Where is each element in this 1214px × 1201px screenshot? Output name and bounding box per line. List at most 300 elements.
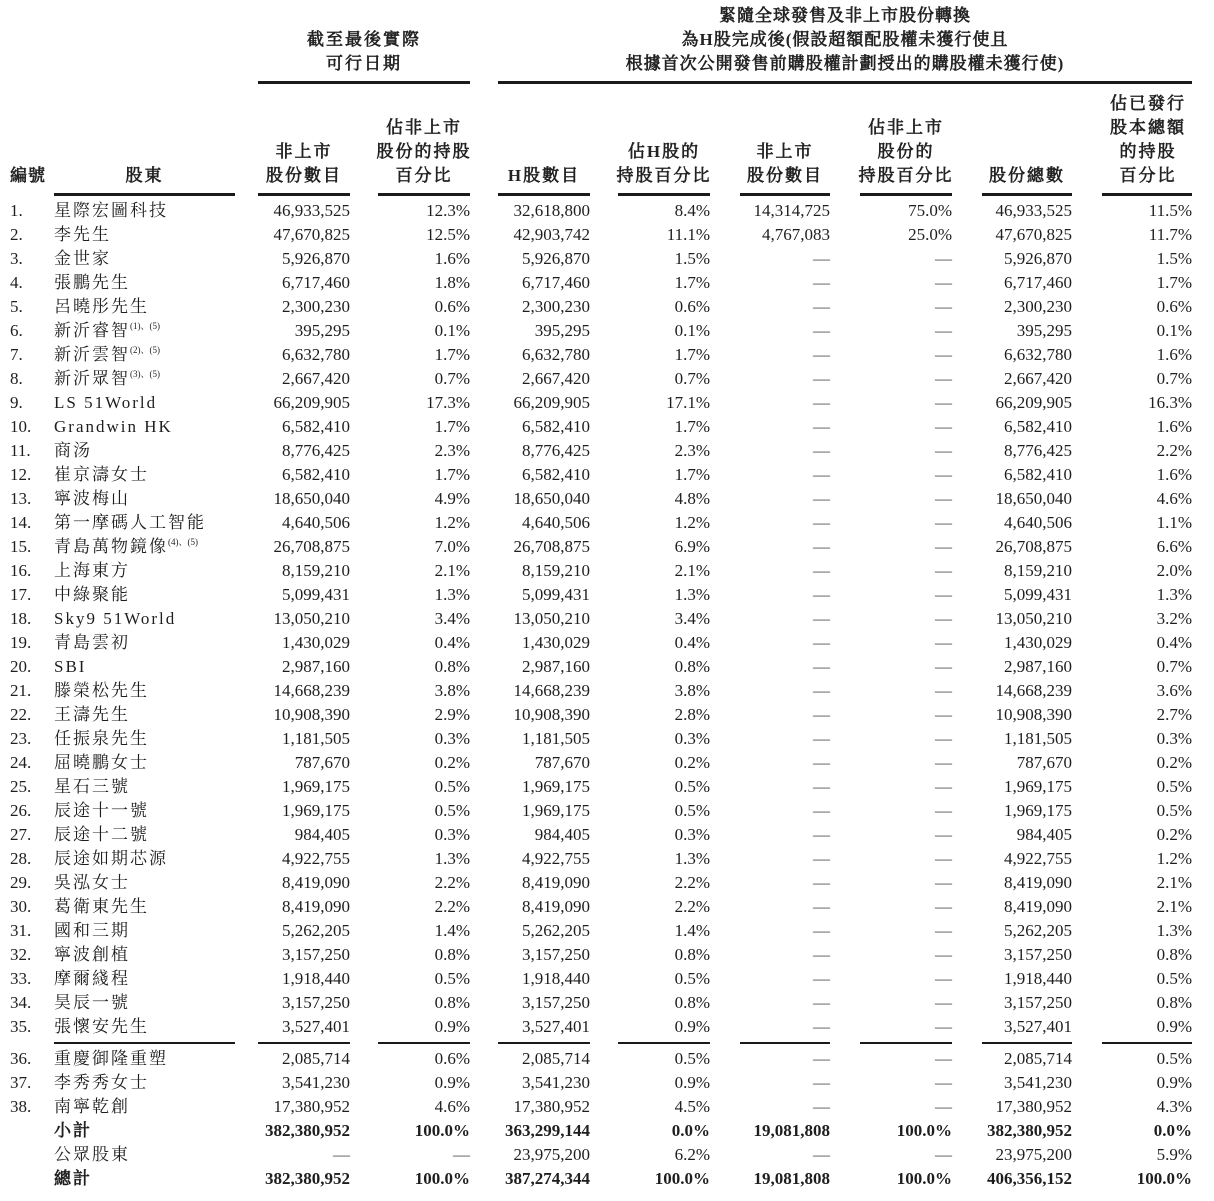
column-header-total-pct: 佔已發行 股本總額 的持股 百分比 [1110,94,1186,185]
cell-total-shares: 47,670,825 [995,225,1072,244]
cell-total-shares: 6,582,410 [1004,465,1072,484]
cell-h-pct: 0.9% [674,1073,710,1092]
table-row [0,871,1214,895]
cell-total-shares: 2,300,230 [1004,297,1072,316]
shareholder-name-text: 金世家 [54,249,111,268]
cell-h-pct: 6.2% [674,1145,710,1164]
cell-total-pct: 100.0% [1136,1169,1192,1188]
cell-unlisted-pct: 17.3% [426,393,470,412]
shareholder-name-text: 屈曉鵬女士 [54,753,149,772]
cell-post-unlisted-shares: — [813,273,830,292]
header-rule-c4 [618,193,710,196]
cell-unlisted-shares: 1,181,505 [282,729,350,748]
cell-post-unlisted-shares: — [813,465,830,484]
cell-h-shares: 3,157,250 [522,993,590,1012]
total-row [0,1167,1214,1191]
row-index: 38. [10,1097,32,1116]
cell-unlisted-shares: 13,050,210 [273,609,350,628]
cell-h-shares: 6,717,460 [522,273,590,292]
total-row [0,1143,1214,1167]
cell-total-shares: 1,430,029 [1004,633,1072,652]
cell-post-unlisted-pct: — [935,969,952,988]
cell-total-shares: 14,668,239 [995,681,1072,700]
cell-h-pct: 0.5% [674,801,710,820]
cell-h-shares: 6,632,780 [522,345,590,364]
table-row [0,319,1214,343]
cell-post-unlisted-shares: 19,081,808 [753,1121,830,1140]
cell-unlisted-pct: 2.2% [434,873,470,892]
cell-h-pct: 8.4% [674,201,710,220]
shareholder-name [54,799,254,823]
shareholder-name [54,1015,254,1039]
cell-unlisted-shares: 395,295 [294,321,350,340]
shareholder-name [54,295,254,319]
shareholder-name-text: 葛衛東先生 [54,897,149,916]
cell-h-pct: 0.7% [674,369,710,388]
table-row [0,847,1214,871]
cell-unlisted-pct: 0.5% [434,777,470,796]
cell-post-unlisted-shares: — [813,417,830,436]
cell-total-pct: 4.6% [1156,489,1192,508]
cell-post-unlisted-pct: — [935,753,952,772]
table-row [0,247,1214,271]
cell-total-shares: 2,987,160 [1004,657,1072,676]
shareholder-name [54,559,254,583]
cell-total-shares: 2,667,420 [1004,369,1072,388]
cell-total-shares: 3,157,250 [1004,993,1072,1012]
cell-post-unlisted-pct: — [935,537,952,556]
cell-total-shares: 1,918,440 [1004,969,1072,988]
cell-unlisted-shares: 6,717,460 [282,273,350,292]
group-header-post-offering: 緊隨全球發售及非上市股份轉換 為H股完成後(假設超額配股權未獲行使且 根據首次公開發售前購股權計劃授出的購股權未獲行使) [625,6,1065,73]
cell-post-unlisted-pct: — [935,657,952,676]
shareholder-name [54,967,254,991]
cell-h-shares: 395,295 [534,321,590,340]
row-index: 8. [10,369,23,388]
table-row [0,727,1214,751]
cell-total-shares: 8,159,210 [1004,561,1072,580]
shareholder-name [54,367,254,391]
cell-unlisted-pct: 4.6% [434,1097,470,1116]
cell-unlisted-shares: 5,926,870 [282,249,350,268]
cell-unlisted-shares: 6,632,780 [282,345,350,364]
cell-post-unlisted-shares: — [813,897,830,916]
cell-post-unlisted-pct: — [935,1097,952,1116]
cell-unlisted-shares: 26,708,875 [273,537,350,556]
cell-h-pct: 0.8% [674,657,710,676]
shareholder-name-text: 吳泓女士 [54,873,130,892]
table-row [0,1015,1214,1039]
cell-h-pct: 0.5% [674,777,710,796]
table-row [0,775,1214,799]
cell-post-unlisted-shares: — [813,249,830,268]
shareholder-name [54,1119,254,1143]
cell-post-unlisted-shares: 14,314,725 [753,201,830,220]
header-rule-c1 [258,193,350,196]
cell-unlisted-shares: 6,582,410 [282,417,350,436]
cell-unlisted-shares: 4,922,755 [282,849,350,868]
row-index: 3. [10,249,23,268]
cell-total-pct: 2.1% [1156,873,1192,892]
cell-post-unlisted-pct: — [935,249,952,268]
cell-total-pct: 0.9% [1156,1017,1192,1036]
cell-unlisted-shares: 3,157,250 [282,945,350,964]
cell-unlisted-shares: 47,670,825 [273,225,350,244]
cell-post-unlisted-pct: 100.0% [896,1121,952,1140]
cell-post-unlisted-shares: 4,767,083 [762,225,830,244]
shareholder-name-text: 上海東方 [54,561,130,580]
row-index: 19. [10,633,32,652]
shareholder-name-text: 中綠聚能 [54,585,130,604]
table-row [0,919,1214,943]
cell-h-pct: 1.7% [674,417,710,436]
cell-post-unlisted-shares: — [813,1145,830,1164]
shareholder-name-text: 新沂睿智 [54,321,130,340]
cell-h-shares: 2,667,420 [522,369,590,388]
cell-post-unlisted-pct: — [935,297,952,316]
cell-post-unlisted-pct: — [935,801,952,820]
cell-post-unlisted-pct: — [935,585,952,604]
row-index: 4. [10,273,23,292]
table-row [0,439,1214,463]
cell-unlisted-shares: 3,157,250 [282,993,350,1012]
cell-h-shares: 13,050,210 [513,609,590,628]
shareholder-name [54,631,254,655]
cell-total-pct: 4.3% [1156,1097,1192,1116]
shareholder-name-text: 星際宏圖科技 [54,201,168,220]
cell-h-shares: 17,380,952 [513,1097,590,1116]
table-row [0,943,1214,967]
cell-unlisted-pct: 0.8% [434,945,470,964]
cell-unlisted-shares: 984,405 [294,825,350,844]
cell-h-pct: 1.3% [674,849,710,868]
table-row [0,799,1214,823]
shareholder-name [54,895,254,919]
cell-h-pct: 1.3% [674,585,710,604]
row-index: 31. [10,921,32,940]
cell-total-pct: 2.1% [1156,897,1192,916]
cell-unlisted-pct: 2.9% [434,705,470,724]
cell-h-shares: 10,908,390 [513,705,590,724]
cell-h-shares: 5,262,205 [522,921,590,940]
cell-total-pct: 1.6% [1156,417,1192,436]
cell-unlisted-pct: 2.1% [434,561,470,580]
cell-unlisted-pct: 1.7% [434,417,470,436]
cell-h-pct: 2.8% [674,705,710,724]
column-header-unlisted-pct: 佔非上市 股份的持股 百分比 [376,118,472,185]
cell-unlisted-pct: 1.3% [434,849,470,868]
table-row [0,415,1214,439]
cell-total-shares: 4,640,506 [1004,513,1072,532]
table-row [0,967,1214,991]
table-row [0,679,1214,703]
cell-h-shares: 18,650,040 [513,489,590,508]
shareholder-name-text: 寧波創植 [54,945,130,964]
row-index: 18. [10,609,32,628]
cell-h-pct: 100.0% [654,1169,710,1188]
cell-total-pct: 0.7% [1156,657,1192,676]
cell-unlisted-shares: 382,380,952 [265,1169,350,1188]
row-index: 11. [10,441,31,460]
cell-unlisted-pct: 1.7% [434,465,470,484]
cell-unlisted-shares: 1,969,175 [282,801,350,820]
cell-h-shares: 32,618,800 [513,201,590,220]
cell-unlisted-pct: 0.5% [434,969,470,988]
shareholder-name-text: 小計 [54,1121,92,1140]
cell-total-shares: 26,708,875 [995,537,1072,556]
cell-h-pct: 3.8% [674,681,710,700]
shareholder-name-text: Sky9 51World [54,609,177,628]
header-rule-c6 [860,193,952,196]
group-rule-right [498,81,1192,84]
cell-total-pct: 1.2% [1156,849,1192,868]
cell-unlisted-shares: 382,380,952 [265,1121,350,1140]
cell-post-unlisted-pct: 100.0% [896,1169,952,1188]
cell-unlisted-pct: 0.6% [434,1049,470,1068]
cell-unlisted-pct: 0.3% [434,729,470,748]
table-row [0,895,1214,919]
cell-post-unlisted-pct: — [935,345,952,364]
cell-unlisted-pct: 0.1% [434,321,470,340]
table-row [0,751,1214,775]
table-row [0,655,1214,679]
cell-post-unlisted-shares: — [813,321,830,340]
cell-h-pct: 4.8% [674,489,710,508]
column-header-shareholder: 股東 [125,166,164,185]
cell-post-unlisted-shares: — [813,849,830,868]
cell-total-pct: 2.7% [1156,705,1192,724]
cell-total-pct: 0.3% [1156,729,1192,748]
table-row [0,487,1214,511]
shareholder-name-text: 青島萬物鏡像 [54,537,168,556]
cell-post-unlisted-pct: — [935,489,952,508]
cell-unlisted-pct: 1.7% [434,345,470,364]
cell-total-pct: 2.0% [1156,561,1192,580]
cell-total-shares: 3,541,230 [1004,1073,1072,1092]
cell-h-pct: 0.4% [674,633,710,652]
cell-post-unlisted-shares: — [813,1097,830,1116]
cell-post-unlisted-pct: — [935,417,952,436]
cell-unlisted-pct: 0.7% [434,369,470,388]
shareholder-name [54,1167,254,1191]
cell-total-shares: 10,908,390 [995,705,1072,724]
cell-total-pct: 16.3% [1148,393,1192,412]
cell-total-shares: 3,157,250 [1004,945,1072,964]
cell-total-shares: 46,933,525 [995,201,1072,220]
cell-h-pct: 1.7% [674,465,710,484]
row-index: 27. [10,825,32,844]
cell-unlisted-pct: 1.4% [434,921,470,940]
shareholder-name [54,199,254,223]
column-header-unlisted-shares: 非上市 股份數目 [266,142,342,185]
cell-h-shares: 3,541,230 [522,1073,590,1092]
shareholder-name-text: 新沂眾智 [54,369,130,388]
cell-unlisted-shares: — [333,1145,350,1164]
cell-unlisted-pct: 3.8% [434,681,470,700]
cell-unlisted-shares: 3,541,230 [282,1073,350,1092]
shareholder-name [54,607,254,631]
cell-total-pct: 3.6% [1156,681,1192,700]
cell-post-unlisted-pct: — [935,441,952,460]
cell-unlisted-pct: 0.8% [434,993,470,1012]
header-rule-c5 [740,193,830,196]
cell-unlisted-pct: 12.5% [426,225,470,244]
row-index: 12. [10,465,32,484]
shareholder-name-text: 辰途十一號 [54,801,149,820]
cell-h-shares: 66,209,905 [513,393,590,412]
cell-total-pct: 0.5% [1156,777,1192,796]
row-index: 36. [10,1049,32,1068]
cell-post-unlisted-shares: — [813,369,830,388]
table-row [0,343,1214,367]
shareholder-name-text: 新沂雲智 [54,345,130,364]
header-rule-c3 [498,193,590,196]
cell-h-pct: 1.7% [674,345,710,364]
cell-h-shares: 363,299,144 [505,1121,590,1140]
row-index: 32. [10,945,32,964]
cell-unlisted-shares: 46,933,525 [273,201,350,220]
shareholder-name-text: 總計 [54,1169,92,1188]
shareholder-name-text: 昊辰一號 [54,993,130,1012]
row-index: 5. [10,297,23,316]
cell-h-pct: 2.3% [674,441,710,460]
cell-h-pct: 0.0% [671,1121,710,1140]
cell-unlisted-shares: 66,209,905 [273,393,350,412]
cell-h-shares: 984,405 [534,825,590,844]
row-index: 13. [10,489,32,508]
cell-unlisted-pct: 3.4% [434,609,470,628]
cell-post-unlisted-pct: — [935,729,952,748]
cell-h-pct: 1.5% [674,249,710,268]
cell-unlisted-shares: 5,262,205 [282,921,350,940]
section-rule-c3 [498,1042,590,1044]
cell-post-unlisted-pct: — [935,561,952,580]
cell-h-pct: 0.9% [674,1017,710,1036]
header-rule-shareholder [54,193,235,196]
cell-post-unlisted-shares: — [813,489,830,508]
cell-total-shares: 1,969,175 [1004,801,1072,820]
row-index: 30. [10,897,32,916]
column-header-index: 編號 [10,166,46,185]
table-row [0,295,1214,319]
shareholder-name-text: 呂曉彤先生 [54,297,149,316]
cell-unlisted-shares: 8,159,210 [282,561,350,580]
header-rule-c7 [982,193,1072,196]
row-index: 25. [10,777,32,796]
cell-unlisted-pct: 100.0% [414,1121,470,1140]
cell-h-shares: 2,300,230 [522,297,590,316]
cell-total-pct: 0.2% [1156,753,1192,772]
cell-post-unlisted-pct: — [935,513,952,532]
cell-post-unlisted-shares: — [813,969,830,988]
shareholder-name [54,1095,254,1119]
cell-h-shares: 8,159,210 [522,561,590,580]
row-index: 9. [10,393,23,412]
cell-total-shares: 6,632,780 [1004,345,1072,364]
cell-total-pct: 3.2% [1156,609,1192,628]
cell-post-unlisted-pct: — [935,393,952,412]
shareholder-name [54,943,254,967]
cell-total-pct: 0.5% [1156,1049,1192,1068]
cell-h-shares: 26,708,875 [513,537,590,556]
cell-post-unlisted-shares: — [813,585,830,604]
cell-post-unlisted-shares: — [813,393,830,412]
cell-unlisted-pct: 0.3% [434,825,470,844]
cell-h-pct: 0.3% [674,825,710,844]
section-rule-c4 [618,1042,710,1044]
row-index: 10. [10,417,32,436]
shareholder-name-text: 李先生 [54,225,111,244]
cell-post-unlisted-pct: — [935,825,952,844]
cell-post-unlisted-shares: — [813,513,830,532]
table-row [0,463,1214,487]
shareholder-name [54,991,254,1015]
cell-unlisted-pct: 1.2% [434,513,470,532]
cell-post-unlisted-shares: — [813,633,830,652]
cell-unlisted-shares: 1,430,029 [282,633,350,652]
row-index: 35. [10,1017,32,1036]
cell-post-unlisted-pct: — [935,681,952,700]
cell-unlisted-pct: 7.0% [434,537,470,556]
footnote-ref: (4)、(5) [168,537,198,547]
column-header-post-unlisted-pct: 佔非上市 股份的 持股百分比 [858,118,954,185]
cell-unlisted-shares: 2,300,230 [282,297,350,316]
footnote-ref: (3)、(5) [130,369,160,379]
cell-h-pct: 0.8% [674,945,710,964]
shareholder-name [54,583,254,607]
shareholder-name [54,703,254,727]
cell-total-pct: 0.8% [1156,945,1192,964]
cell-total-pct: 1.6% [1156,345,1192,364]
cell-h-pct: 1.7% [674,273,710,292]
shareholder-name [54,775,254,799]
cell-total-pct: 1.3% [1156,921,1192,940]
cell-h-pct: 3.4% [674,609,710,628]
cell-h-pct: 11.1% [666,225,710,244]
row-index: 17. [10,585,32,604]
cell-total-pct: 1.6% [1156,465,1192,484]
cell-post-unlisted-pct: — [935,633,952,652]
cell-h-shares: 6,582,410 [522,465,590,484]
total-row [0,1119,1214,1143]
cell-unlisted-pct: 1.3% [434,585,470,604]
cell-post-unlisted-shares: — [813,1073,830,1092]
cell-h-shares: 2,085,714 [522,1049,590,1068]
table-row [0,703,1214,727]
shareholder-name [54,487,254,511]
cell-total-shares: 6,717,460 [1004,273,1072,292]
shareholder-name-text: 李秀秀女士 [54,1073,149,1092]
cell-post-unlisted-pct: — [935,993,952,1012]
cell-unlisted-shares: 2,667,420 [282,369,350,388]
table-row [0,1071,1214,1095]
cell-h-shares: 4,640,506 [522,513,590,532]
cell-post-unlisted-pct: 75.0% [908,201,952,220]
cell-total-pct: 11.5% [1148,201,1192,220]
shareholder-name-text: Grandwin HK [54,417,173,436]
cell-unlisted-pct: 2.2% [434,897,470,916]
section-rule-c6 [860,1042,952,1044]
shareholder-name-text: 商汤 [54,441,92,460]
cell-post-unlisted-pct: — [935,369,952,388]
cell-unlisted-pct: 0.2% [434,753,470,772]
row-index: 15. [10,537,32,556]
cell-h-shares: 42,903,742 [513,225,590,244]
cell-h-pct: 4.5% [674,1097,710,1116]
row-index: 23. [10,729,32,748]
row-index: 1. [10,201,23,220]
cell-unlisted-shares: 4,640,506 [282,513,350,532]
